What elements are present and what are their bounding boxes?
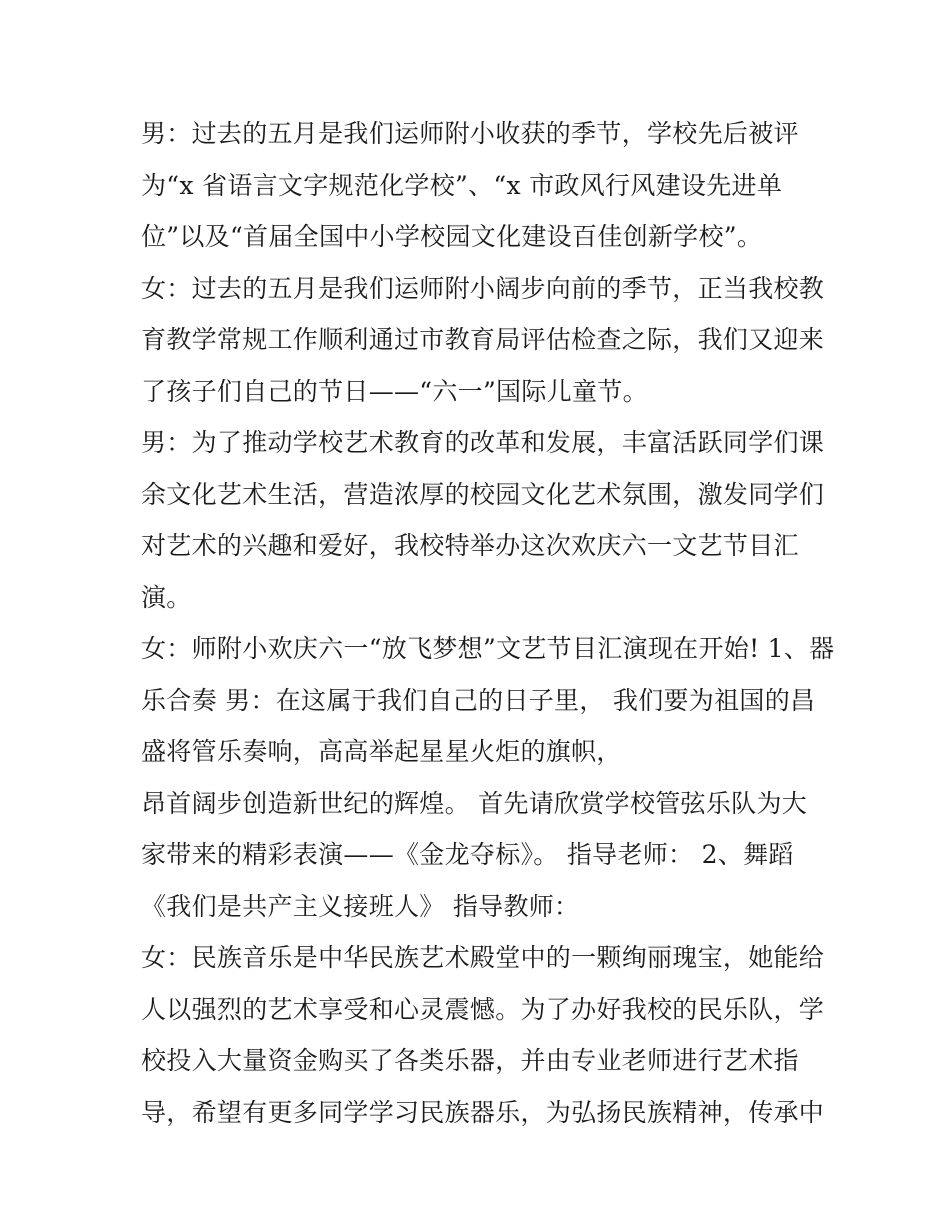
text-line: 位”以及“首届全国中小学校园文化建设百佳创新学校”。	[141, 222, 763, 251]
text-line: 导，希望有更多同学学习民族器乐，为弘扬民族精神，传承中	[141, 1097, 825, 1127]
text-line: 对艺术的兴趣和爱好，我校特举办这次欢庆六一文艺节目汇	[141, 531, 799, 560]
text-line: 盛将管乐奏响，高高举起星星火炬的旗帜，	[141, 737, 622, 766]
text-line: 女：民族音乐是中华民族艺术殿堂中的一颗绚丽瑰宝，她能给	[141, 943, 825, 972]
text-line: 女：过去的五月是我们运师附小阔步向前的季节，正当我校教	[141, 273, 825, 303]
text-line: 女：师附小欢庆六一“放飞梦想”文艺节目汇演现在开始! 1、器	[141, 634, 835, 663]
text-line: 人以强烈的艺术享受和心灵震憾。为了办好我校的民乐队，学	[141, 994, 825, 1024]
text-line: 家带来的精彩表演——《金龙夺标》。 指导老师： 2、舞蹈	[141, 840, 794, 869]
text-line: 为“x 省语言文字规范化学校”、“x 市政风行风建设先进单	[141, 170, 783, 200]
text-line: 演。	[141, 582, 192, 612]
text-line: 男：过去的五月是我们运师附小收获的季节，学校先后被评	[141, 119, 799, 148]
text-line: 余文化艺术生活，营造浓厚的校园文化艺术氛围，激发同学们	[141, 479, 825, 509]
text-line: 了孩子们自己的节日——“六一”国际儿童节。	[141, 376, 648, 406]
text-line: 昂首阔步创造新世纪的辉煌。 首先请欣赏学校管弦乐队为大	[141, 788, 808, 818]
text-line: 校投入大量资金购买了各类乐器，并由专业老师进行艺术指	[141, 1046, 799, 1075]
script-text-block	[141, 108, 835, 1138]
text-line: 《我们是共产主义接班人》 指导教师：	[141, 891, 580, 921]
text-line: 男：为了推动学校艺术教育的改革和发展，丰富活跃同学们课	[141, 428, 825, 457]
text-line: 乐合奏 男：在这属于我们自己的日子里， 我们要为祖国的昌	[141, 685, 816, 715]
text-line: 育教学常规工作顺利通过市教育局评估检查之际，我们又迎来	[141, 325, 825, 354]
